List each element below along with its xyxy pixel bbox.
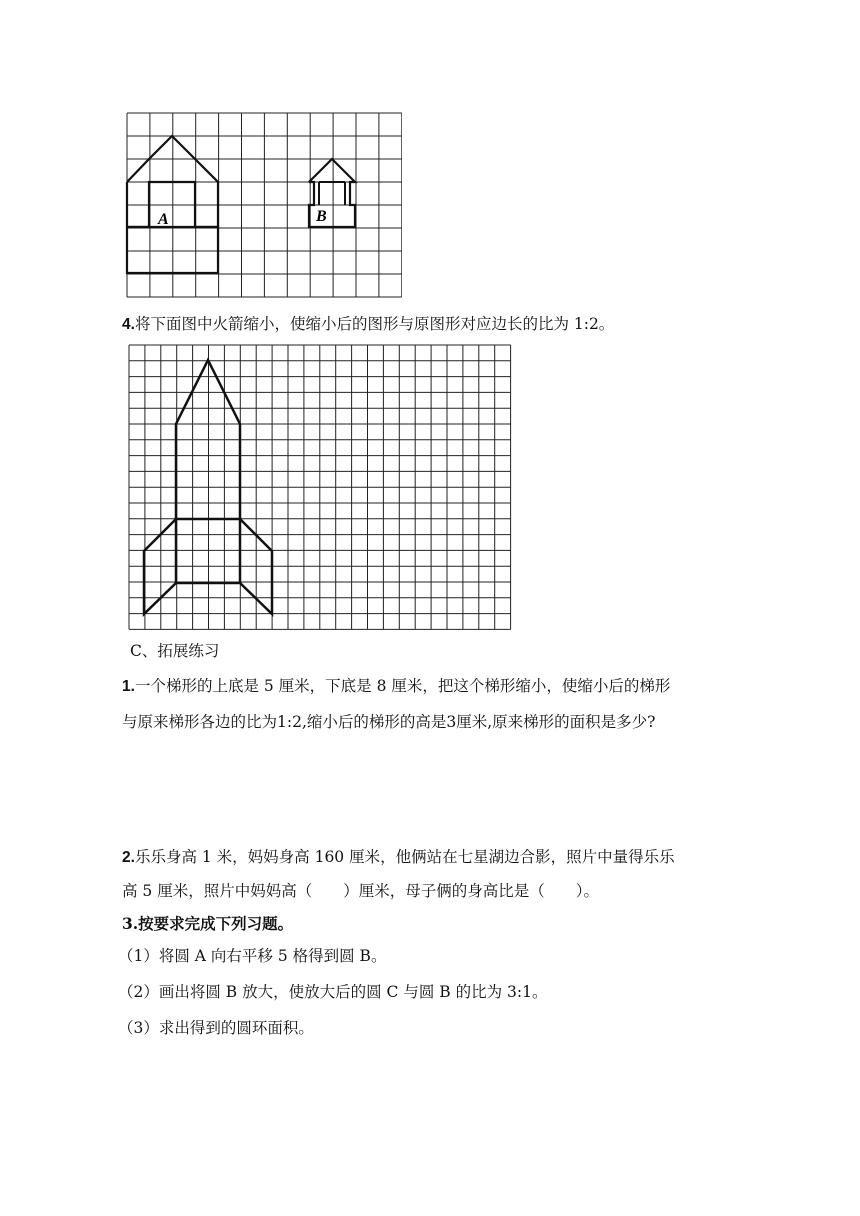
- problem-c3-item-2: （2）画出将圆 B 放大，使放大后的圆 C 与圆 B 的比为 3:1。: [118, 983, 548, 1001]
- problem-c3-heading: 3.按要求完成下列习题。: [122, 914, 294, 933]
- figure-rocket-grid: [128, 344, 514, 632]
- problem-c3-item-1: （1）将圆 A 向右平移 5 格得到圆 B。: [118, 947, 387, 965]
- section-c-heading: C、拓展练习: [130, 642, 220, 660]
- problem-c3-item-3: （3）求出得到的圆环面积。: [118, 1019, 314, 1037]
- problem-c1-line1: [122, 675, 670, 698]
- problem-c1-number: 1.: [122, 678, 135, 695]
- question-4: [122, 313, 614, 336]
- shape-a-label: A: [158, 211, 169, 228]
- shape-b-label: B: [316, 208, 327, 225]
- problem-c2-text1: 乐乐身高 1 米，妈妈身高 160 厘米，他俩站在七星湖边合影，照片中量得乐乐: [134, 848, 675, 866]
- question-4-text: 将下面图中火箭缩小，使缩小后的图形与原图形对应边长的比为 1:2。: [134, 315, 615, 333]
- figure-enlarge-grid: [124, 112, 402, 300]
- problem-c1-text1: 一个梯形的上底是 5 厘米，下底是 8 厘米，把这个梯形缩小，使缩小后的梯形: [134, 677, 671, 695]
- problem-c1-line2: 与原来梯形各边的比为1:2,缩小后的梯形的高是3厘米,原来梯形的面积是多少?: [122, 713, 656, 731]
- question-4-number: 4.: [122, 316, 135, 333]
- problem-c2-line2: 高 5 厘米，照片中妈妈高（ ）厘米，母子俩的身高比是（ ）。: [122, 882, 599, 900]
- problem-c2-line1: [122, 846, 675, 869]
- problem-c2-number: 2.: [122, 849, 135, 866]
